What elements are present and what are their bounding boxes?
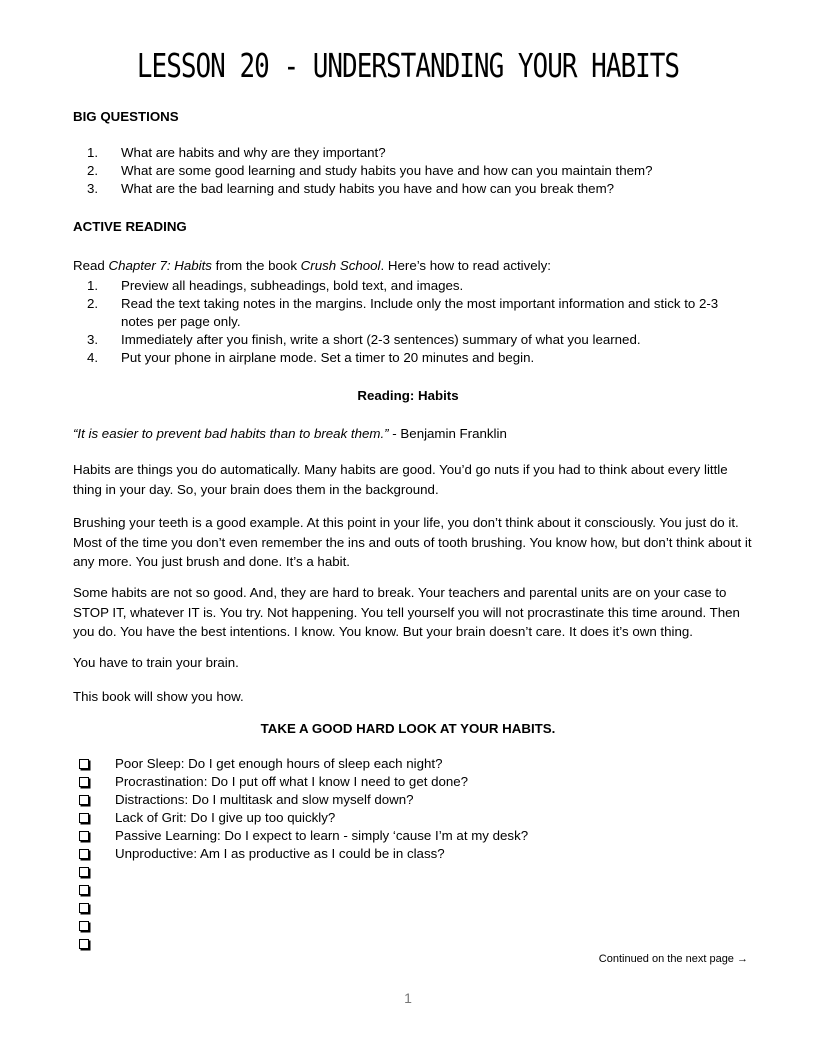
checkbox-icon[interactable] [79,903,89,913]
checkbox-icon[interactable] [79,795,89,805]
active-reading-heading: ACTIVE READING [73,219,187,234]
paragraph: Habits are things you do automatically. Many habits are good. You’d go nuts if you had to think about every little thing in your day. So, your brain does them in the background. [73,462,728,497]
list-item: 3. Immediately after you finish, write a short (2-3 sentences) summary of what you learned. [87,332,641,347]
big-questions-heading: BIG QUESTIONS [73,109,179,124]
paragraph: Some habits are not so good. And, they are hard to break. Your teachers and parental units are on your case to STOP IT, whatever IT is. You try. Not happening. You tell yourself you will not procrastinate this time around. Then you do. You have the best intentions. I know. You know. But your brain doesn’t care. It does it’s own thing. [73,585,740,639]
active-reading-intro: Read Chapter 7: Habits from the book Crush School. Here’s how to read actively: [73,258,551,273]
page-number: 1 [404,990,412,1006]
habit-checklist [73,755,753,953]
list-item: 1. What are habits and why are they important? [87,145,386,160]
checklist-item[interactable] [73,881,753,899]
checkbox-icon[interactable] [79,867,89,877]
checklist-heading: TAKE A GOOD HARD LOOK AT YOUR HABITS. [260,721,556,736]
big-questions-list [73,144,753,198]
checklist-item[interactable] [73,863,753,881]
checklist-item[interactable] [73,899,753,917]
paragraph: This book will show you how. [73,689,244,704]
checklist-item[interactable]: Poor Sleep: Do I get enough hours of sleep each night? [73,755,753,773]
checklist-item[interactable] [73,935,753,953]
paragraph: Brushing your teeth is a good example. At this point in your life, you don’t think about it consciously. You just do it. Most of the time you don’t even remember the ins and outs of tooth brushing. You know how, but don’t think about it any more. You just brush and done. It’s a habit. [73,515,752,569]
quote-author: - Benjamin Franklin [388,426,507,441]
checkbox-icon[interactable] [79,939,89,949]
list-item: 4. Put your phone in airplane mode. Set a timer to 20 minutes and begin. [87,350,535,365]
paragraph: You have to train your brain. [73,655,239,670]
checkbox-icon[interactable] [79,777,89,787]
checkbox-icon[interactable] [79,921,89,931]
checklist-item[interactable]: Lack of Grit: Do I give up too quickly? [73,809,753,827]
checklist-item[interactable]: Procrastination: Do I put off what I know I need to get done? [73,773,753,791]
continued-note: Continued on the next page → [598,953,748,965]
quote-text: “It is easier to prevent bad habits than to break them.” [73,426,389,441]
list-item: 3. What are the bad learning and study habits you have and how can you break them? [87,181,615,196]
list-item: 2. What are some good learning and study habits you have and how can you maintain them? [87,163,653,178]
active-reading-steps [73,277,723,367]
checklist-item[interactable]: Unproductive: Am I as productive as I could be in class? [73,845,753,863]
reading-heading: Reading: Habits [357,388,459,403]
page-title: LESSON 20 - UNDERSTANDING YOUR HABITS [136,48,680,86]
checklist-item[interactable]: Distractions: Do I multitask and slow myself down? [73,791,753,809]
checkbox-icon[interactable] [79,759,89,769]
checklist-item[interactable]: Passive Learning: Do I expect to learn - simply ‘cause I’m at my desk? [73,827,753,845]
checklist-item[interactable] [73,917,753,935]
checkbox-icon[interactable] [79,813,89,823]
list-item: 1. Preview all headings, subheadings, bold text, and images. [87,278,464,293]
checkbox-icon[interactable] [79,885,89,895]
checkbox-icon[interactable] [79,831,89,841]
checkbox-icon[interactable] [79,849,89,859]
list-item: 2. Read the text taking notes in the margins. Include only the most important information and stick to 2-3 notes per page only. [87,296,719,329]
quote [73,426,507,441]
